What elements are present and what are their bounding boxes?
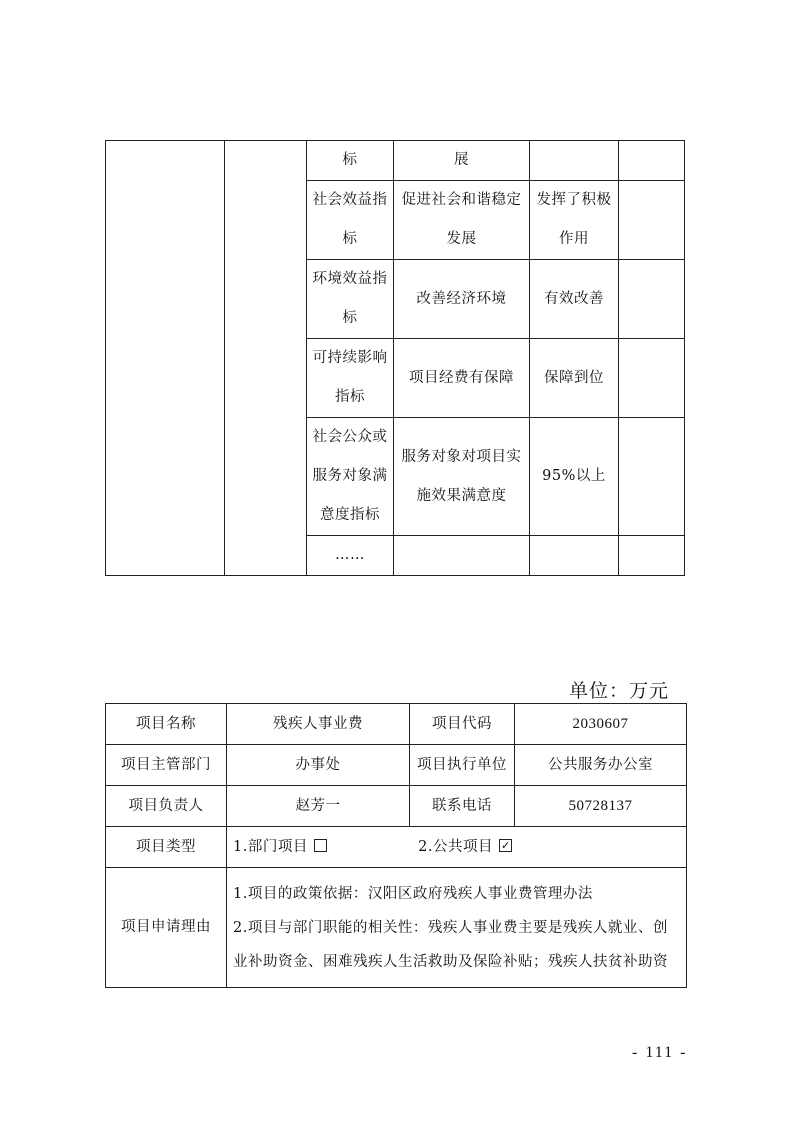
actual-cell (530, 141, 619, 181)
checked-checkbox-icon[interactable] (499, 839, 512, 852)
indicator-cell: 环境效益指 标 (307, 260, 394, 339)
reason-line: 业补助资金、困难残疾人生活救助及保险补贴；残疾人扶贫补助资 (233, 953, 668, 970)
phone-value: 50728137 (515, 786, 687, 827)
type-option-department-label: 1.部门项目 (233, 838, 308, 855)
score-cell (619, 181, 685, 260)
target-cell: 服务对象对项目实 施效果满意度 (394, 418, 530, 536)
reason-line: 2.项目与部门职能的相关性：残疾人事业费主要是残疾人就业、创 (233, 919, 668, 936)
owner-label: 项目负责人 (106, 786, 227, 827)
reason-label: 项目申请理由 (106, 868, 227, 988)
indicator-table (105, 140, 685, 576)
reason-line: 1.项目的政策依据：汉阳区政府残疾人事业费管理办法 (233, 885, 593, 902)
project-code-value: 2030607 (515, 704, 687, 745)
reason-content (227, 868, 687, 988)
target-cell (394, 536, 530, 576)
target-cell: 促进社会和谐稳定 发展 (394, 181, 530, 260)
blank-subcategory-cell (225, 141, 307, 576)
actual-cell: 有效改善 (530, 260, 619, 339)
indicator-cell: 标 (307, 141, 394, 181)
indicator-cell: 社会效益指 标 (307, 181, 394, 260)
actual-cell: 保障到位 (530, 339, 619, 418)
indicator-cell: …… (307, 536, 394, 576)
unchecked-checkbox-icon[interactable] (314, 839, 327, 852)
project-info-table (105, 703, 687, 988)
indicator-cell: 社会公众或 服务对象满 意度指标 (307, 418, 394, 536)
score-cell (619, 536, 685, 576)
phone-label: 联系电话 (410, 786, 515, 827)
project-code-label: 项目代码 (410, 704, 515, 745)
actual-cell: 95%以上 (530, 418, 619, 536)
target-cell: 展 (394, 141, 530, 181)
actual-cell: 发挥了积极 作用 (530, 181, 619, 260)
owner-value: 赵芳一 (227, 786, 410, 827)
target-cell: 项目经费有保障 (394, 339, 530, 418)
project-type-label: 项目类型 (106, 827, 227, 868)
score-cell (619, 141, 685, 181)
unit-label: 单位：万元 (569, 680, 670, 702)
indicator-cell: 可持续影响 指标 (307, 339, 394, 418)
page-number: - 111 - (632, 1044, 688, 1061)
project-name-value: 残疾人事业费 (227, 704, 410, 745)
project-name-label: 项目名称 (106, 704, 227, 745)
type-option-public[interactable] (418, 828, 512, 867)
score-cell (619, 260, 685, 339)
score-cell (619, 418, 685, 536)
project-type-options (227, 827, 687, 868)
dept-label: 项目主管部门 (106, 745, 227, 786)
dept-value: 办事处 (227, 745, 410, 786)
type-option-department[interactable] (233, 828, 413, 867)
exec-unit-value: 公共服务办公室 (515, 745, 687, 786)
type-option-public-label: 2.公共项目 (418, 838, 493, 855)
score-cell (619, 339, 685, 418)
blank-category-cell (106, 141, 225, 576)
exec-unit-label: 项目执行单位 (410, 745, 515, 786)
target-cell: 改善经济环境 (394, 260, 530, 339)
actual-cell (530, 536, 619, 576)
